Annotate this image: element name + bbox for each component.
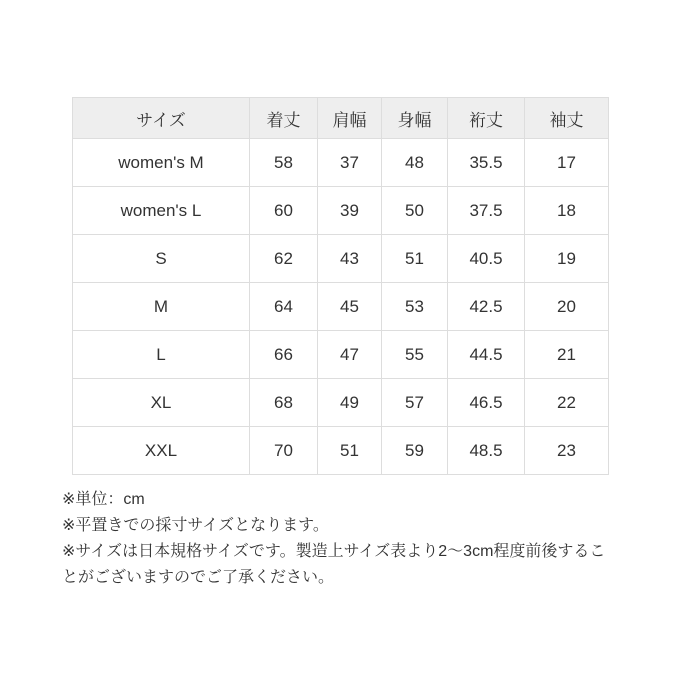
size-value-cell: 62 bbox=[250, 235, 318, 283]
table-row bbox=[73, 139, 609, 187]
table-row bbox=[73, 235, 609, 283]
size-value-cell: 46.5 bbox=[448, 379, 525, 427]
size-value-cell: 47 bbox=[318, 331, 382, 379]
size-value-cell: 60 bbox=[250, 187, 318, 235]
size-value-cell: 57 bbox=[382, 379, 448, 427]
column-header-body-length: 着丈 bbox=[250, 98, 318, 139]
size-label-cell: M bbox=[73, 283, 250, 331]
size-value-cell: 42.5 bbox=[448, 283, 525, 331]
size-value-cell: 49 bbox=[318, 379, 382, 427]
size-label-cell: women's L bbox=[73, 187, 250, 235]
size-value-cell: 35.5 bbox=[448, 139, 525, 187]
table-row bbox=[73, 331, 609, 379]
size-value-cell: 37.5 bbox=[448, 187, 525, 235]
column-header-body-width: 身幅 bbox=[382, 98, 448, 139]
size-value-cell: 23 bbox=[525, 427, 609, 475]
size-table-body bbox=[73, 139, 609, 475]
table-row bbox=[73, 283, 609, 331]
size-value-cell: 55 bbox=[382, 331, 448, 379]
note-unit: ※単位：cm bbox=[62, 491, 145, 508]
size-value-cell: 37 bbox=[318, 139, 382, 187]
note-measurement: ※平置きでの採寸サイズとなります。 bbox=[62, 517, 329, 534]
size-value-cell: 22 bbox=[525, 379, 609, 427]
size-value-cell: 53 bbox=[382, 283, 448, 331]
size-value-cell: 45 bbox=[318, 283, 382, 331]
size-label-cell: S bbox=[73, 235, 250, 283]
note-tolerance: ※サイズは日本規格サイズです。製造上サイズ表より2～3cm程度前後することがございますのでご了承ください。 bbox=[62, 543, 606, 586]
size-value-cell: 19 bbox=[525, 235, 609, 283]
size-label-cell: XXL bbox=[73, 427, 250, 475]
table-row bbox=[73, 427, 609, 475]
column-header-shoulder-width: 肩幅 bbox=[318, 98, 382, 139]
size-value-cell: 58 bbox=[250, 139, 318, 187]
size-value-cell: 39 bbox=[318, 187, 382, 235]
size-value-cell: 44.5 bbox=[448, 331, 525, 379]
size-value-cell: 59 bbox=[382, 427, 448, 475]
size-table-container bbox=[72, 97, 609, 475]
size-value-cell: 70 bbox=[250, 427, 318, 475]
column-header-sleeve-length: 袖丈 bbox=[525, 98, 609, 139]
size-value-cell: 18 bbox=[525, 187, 609, 235]
column-header-yuki-length: 裄丈 bbox=[448, 98, 525, 139]
size-value-cell: 48 bbox=[382, 139, 448, 187]
size-label-cell: L bbox=[73, 331, 250, 379]
size-value-cell: 64 bbox=[250, 283, 318, 331]
size-value-cell: 51 bbox=[382, 235, 448, 283]
size-value-cell: 66 bbox=[250, 331, 318, 379]
size-value-cell: 20 bbox=[525, 283, 609, 331]
size-value-cell: 40.5 bbox=[448, 235, 525, 283]
size-value-cell: 21 bbox=[525, 331, 609, 379]
header-row bbox=[73, 98, 609, 139]
size-value-cell: 50 bbox=[382, 187, 448, 235]
table-row bbox=[73, 379, 609, 427]
table-row bbox=[73, 187, 609, 235]
size-value-cell: 43 bbox=[318, 235, 382, 283]
size-label-cell: women's M bbox=[73, 139, 250, 187]
size-table bbox=[72, 97, 609, 475]
size-notes bbox=[62, 487, 614, 591]
size-table-header bbox=[73, 98, 609, 139]
size-value-cell: 51 bbox=[318, 427, 382, 475]
column-header-size: サイズ bbox=[73, 98, 250, 139]
size-value-cell: 68 bbox=[250, 379, 318, 427]
size-label-cell: XL bbox=[73, 379, 250, 427]
size-value-cell: 17 bbox=[525, 139, 609, 187]
size-value-cell: 48.5 bbox=[448, 427, 525, 475]
